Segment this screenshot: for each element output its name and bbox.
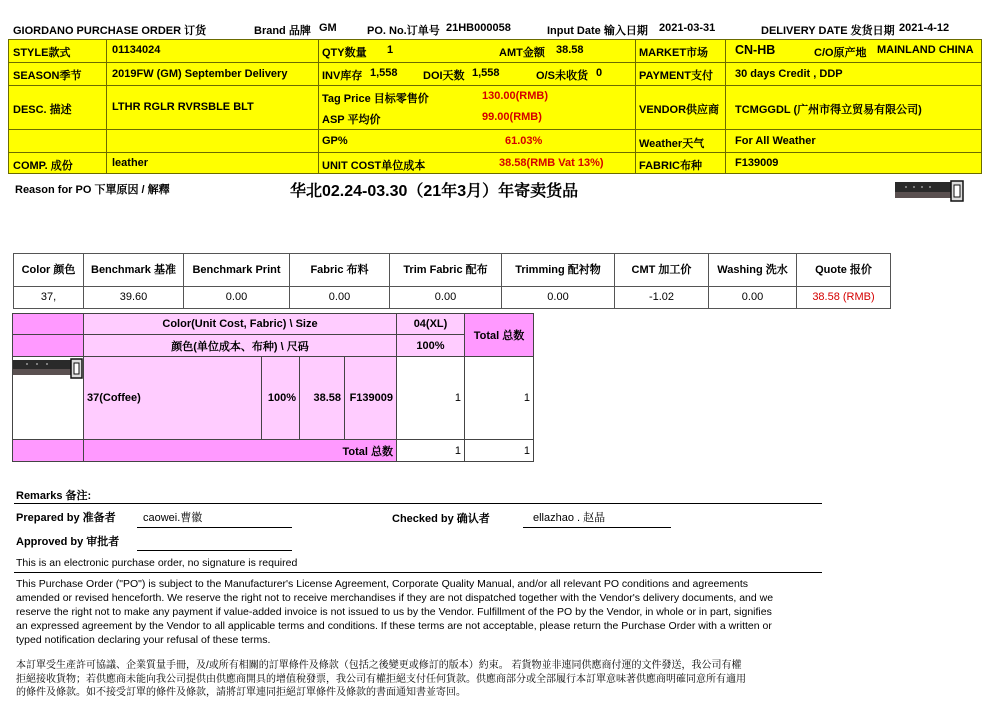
checked-by-value: ellazhao . 赵晶 — [533, 512, 606, 524]
footer-total-label: Total 总数 — [84, 440, 397, 462]
costing-header: Trimming 配衬物 — [502, 254, 615, 287]
fabric-value: F139009 — [735, 157, 779, 169]
size-header-cn: 颜色(单位成本、布种) \ 尺码 — [84, 335, 397, 357]
amt-label: AMT金额 — [499, 47, 545, 59]
terms-cn-line: 本訂單受生產許可協議、企業質量手冊，及/或所有相關的訂單條件及條款（包括之後變更或修訂的版本）約束。 若貨物並非連同供應商付運的文件發送，我公司有權 — [16, 660, 742, 671]
row-cost: 38.58 — [300, 357, 345, 440]
delivery-date-value: 2021-4-12 — [899, 22, 950, 34]
tag-price-value: 130.00(RMB) — [482, 90, 549, 102]
terms-cn-line: 的條件及條款。如不接受訂單的條件及條款，請將訂單連同拒絕訂單條件及條款的書面通知書並寄回。 — [16, 687, 466, 698]
costing-header: CMT 加工价 — [615, 254, 709, 287]
os-label: O/S未收货 — [536, 70, 588, 82]
gp-label: GP% — [322, 135, 348, 147]
costing-header: Benchmark Print — [184, 254, 290, 287]
payment-label: PAYMENT支付 — [639, 70, 713, 82]
footer-qty: 1 — [397, 440, 465, 462]
terms-en-line: amended or revised henceforth. We reserve the right not to receive merchandises if they are not dispatched together with the Vendor's delivery documents, and we — [16, 592, 774, 604]
row-total: 1 — [465, 357, 534, 440]
brand-label: Brand 品牌 — [254, 25, 311, 37]
total-header: Total 总数 — [465, 314, 534, 357]
costing-header: Benchmark 基准 — [84, 254, 184, 287]
row-pct: 100% — [262, 357, 300, 440]
costing-header: Fabric 布料 — [290, 254, 390, 287]
vendor-label: VENDOR供应商 — [639, 104, 720, 116]
checked-by-label: Checked by 确认者 — [392, 513, 490, 525]
approved-by-label: Approved by 审批者 — [16, 536, 120, 548]
terms-divider — [14, 572, 822, 573]
po-info-grid — [8, 39, 982, 174]
inv-label: INV库存 — [322, 70, 363, 82]
row-fabric: F139009 — [345, 357, 397, 440]
style-label: STYLE款式 — [13, 47, 71, 59]
unit-cost-label: UNIT COST单位成本 — [322, 160, 426, 172]
costing-header: Color 颜色 — [14, 254, 84, 287]
inv-value: 1,558 — [370, 67, 398, 79]
po-title: GIORDANO PURCHASE ORDER 订货 — [13, 25, 207, 37]
qty-label: QTY数量 — [322, 47, 367, 59]
po-number-label: PO. No.订单号 — [367, 25, 440, 37]
tag-price-label: Tag Price 目标零售价 — [322, 93, 429, 105]
os-value: 0 — [596, 67, 603, 79]
terms-en-line: This Purchase Order ("PO") is subject to the Manufacturer's License Agreement, Corporate Quality Manual, and/or all relevant PO conditions and agreements — [16, 578, 748, 590]
asp-label: ASP 平均价 — [322, 114, 381, 126]
reason-value: 华北02.24-03.30（21年3月）年寄卖货品 — [290, 183, 579, 200]
checked-by-underline — [523, 527, 671, 528]
season-value: 2019FW (GM) September Delivery — [112, 68, 288, 80]
size-header-en: Color(Unit Cost, Fabric) \ Size — [84, 314, 397, 335]
input-date-value: 2021-03-31 — [659, 22, 716, 34]
payment-value: 30 days Credit , DDP — [735, 68, 843, 80]
terms-english — [16, 577, 821, 647]
prepared-by-underline — [137, 527, 292, 528]
brand-value: GM — [319, 22, 337, 34]
po-number-value: 21HB000058 — [446, 22, 511, 34]
size-breakdown-table — [12, 313, 534, 462]
belt-thumbnail-image — [13, 357, 83, 383]
costing-header: Quote 报价 — [797, 254, 891, 287]
fabric-label: FABRIC布种 — [639, 160, 702, 172]
costing-value: 39.60 — [84, 287, 184, 309]
asp-value: 99.00(RMB) — [482, 111, 542, 123]
season-label: SEASON季节 — [13, 70, 82, 82]
row-color: 37(Coffee) — [84, 357, 262, 440]
costing-value: 0.00 — [709, 287, 797, 309]
weather-label: Weather天气 — [639, 138, 705, 150]
costing-table — [13, 253, 891, 309]
terms-en-line: reserve the right not to make any payment if value-added invoice is not issued to us by the Vendor. Fulfillment of the PO by the Vendor, in whole or in part, signifies — [16, 606, 772, 618]
electronic-po-note: This is an electronic purchase order, no signature is required — [16, 557, 298, 569]
blank-label-cell — [8, 129, 107, 153]
vendor-value: TCMGGDL (广州市得立贸易有限公司) — [735, 104, 922, 116]
costing-value: 0.00 — [290, 287, 390, 309]
size-label: 04(XL) — [397, 314, 465, 335]
terms-cn-line: 拒絕接收貨物；若供應商未能向我公司提供由供應商開具的增值稅發票，我公司有權拒絕支付任何貨款。供應商部分或全部履行本訂單意味著供應商明確同意所有適用 — [16, 673, 746, 685]
terms-chinese — [16, 659, 826, 700]
amt-value: 38.58 — [556, 44, 584, 56]
style-value: 01134024 — [112, 44, 161, 56]
desc-value: LTHR RGLR RVRSBLE BLT — [112, 101, 254, 113]
gp-value: 61.03% — [505, 135, 543, 147]
remarks-label: Remarks 备注: — [16, 490, 92, 502]
unit-cost-value: 38.58(RMB Vat 13%) — [499, 157, 604, 169]
terms-en-line: typed notification declaring your refusal of these terms. — [16, 634, 271, 646]
input-date-label: Input Date 输入日期 — [547, 25, 648, 37]
belt-product-image — [894, 179, 964, 208]
comp-label: COMP. 成份 — [13, 160, 73, 172]
quote-value: 38.58 (RMB) — [797, 287, 891, 309]
costing-value: 0.00 — [502, 287, 615, 309]
terms-en-line: an expressed agreement by the Vendor to all applicable terms and conditions. If these terms are not acceptable, please return the Purchase Order with a written or — [16, 620, 772, 632]
costing-value: 37, — [14, 287, 84, 309]
weather-value: For All Weather — [735, 135, 816, 147]
prepared-by-label: Prepared by 准备者 — [16, 512, 116, 524]
size-pct: 100% — [397, 335, 465, 357]
doi-label: DOI天数 — [423, 70, 465, 82]
row-thumbnail-cell — [13, 357, 84, 440]
costing-header: Washing 洗水 — [709, 254, 797, 287]
footer-total: 1 — [465, 440, 534, 462]
comp-value: leather — [112, 157, 149, 169]
reason-label: Reason for PO 下單原因 / 解釋 — [15, 184, 170, 196]
market-label: MARKET市场 — [639, 47, 709, 59]
delivery-date-label: DELIVERY DATE 发货日期 — [761, 25, 895, 37]
row-qty: 1 — [397, 357, 465, 440]
costing-value: 0.00 — [390, 287, 502, 309]
market-value: CN-HB — [735, 43, 776, 57]
costing-value: 0.00 — [184, 287, 290, 309]
origin-value: MAINLAND CHINA — [877, 44, 974, 56]
desc-label: DESC. 描述 — [13, 104, 72, 116]
qty-value: 1 — [387, 44, 394, 56]
remarks-divider — [14, 503, 822, 504]
prepared-by-value: caowei.曹徽 — [143, 512, 203, 524]
doi-value: 1,558 — [472, 67, 500, 79]
origin-label: C/O原产地 — [814, 47, 867, 59]
approved-by-underline — [137, 550, 292, 551]
costing-value: -1.02 — [615, 287, 709, 309]
costing-header: Trim Fabric 配布 — [390, 254, 502, 287]
